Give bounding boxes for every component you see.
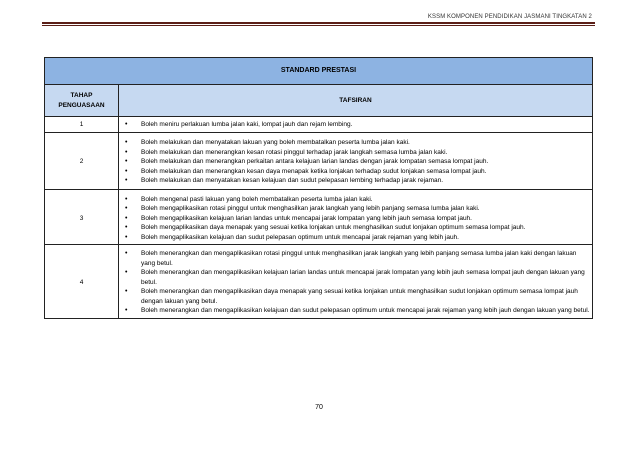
level-cell: 3 [45, 189, 119, 245]
table-row [45, 245, 593, 319]
list-item: • Boleh mengaplikasikan kelajuan dan sudut pelepasan optimum untuk mencapai jarak rejaman yang lebih jauh. [123, 233, 590, 243]
description-cell [119, 189, 593, 245]
list-item: • Boleh menerangkan dan mengaplikasikan kelajuan dan sudut pelepasan optimum untuk mencapai jarak rejaman yang lebih jauh dengan lakuan yang betul. [123, 306, 590, 316]
level-cell: 1 [45, 117, 119, 133]
table-row [45, 133, 593, 190]
bullet-list [123, 120, 590, 130]
table-title: STANDARD PRESTASI [45, 58, 593, 85]
list-item: • Boleh mengenal pasti lakuan yang boleh membatalkan peserta lumba jalan kaki. [123, 195, 590, 205]
list-item: • Boleh menerangkan dan mengaplikasikan rotasi pinggul untuk menghasilkan jarak langkah yang lebih panjang semasa lumba jalan kaki dengan lakuan yang betul. [123, 249, 590, 268]
description-cell [119, 117, 593, 133]
list-item: • Boleh mengaplikasikan kelajuan larian landas untuk mencapai jarak lompatan yang lebih jauh semasa lompat jauh. [123, 214, 590, 224]
running-header: KSSM KOMPONEN PENDIDIKAN JASMANI TINGKATAN 2 [427, 14, 592, 20]
level-cell: 2 [45, 133, 119, 190]
table-row [45, 189, 593, 245]
column-header-level-line1: TAHAP [70, 91, 93, 99]
header-rule-thin [42, 25, 595, 26]
column-header-description: TAFSIRAN [119, 85, 593, 117]
bullet-list [123, 138, 590, 186]
column-header-level-line2: PENGUASAAN [58, 101, 105, 109]
column-header-level [45, 85, 119, 117]
page-number: 70 [315, 404, 323, 411]
list-item: • Boleh melakukan dan menerangkan kesan rotasi pinggul terhadap jarak langkah semasa lumba jalan kaki. [123, 148, 590, 158]
description-cell [119, 133, 593, 190]
list-item: • Boleh melakukan dan menerangkan perkaitan antara kelajuan larian landas dengan jarak lompatan semasa lompat jauh. [123, 157, 590, 167]
bullet-list [123, 195, 590, 243]
table-row [45, 117, 593, 133]
list-item: • Boleh menerangkan dan mengaplikasikan kelajuan larian landas untuk mencapai jarak lompatan yang lebih jauh semasa lompat jauh dengan lakuan yang betul. [123, 268, 590, 287]
level-cell: 4 [45, 245, 119, 319]
description-cell [119, 245, 593, 319]
list-item: • Boleh melakukan dan menyatakan kesan kelajuan dan sudut pelepasan lembing terhadap jarak rejaman. [123, 176, 590, 186]
standard-prestasi-table [44, 57, 593, 319]
list-item: • Boleh melakukan dan menyatakan lakuan yang boleh membatalkan peserta lumba jalan kaki. [123, 138, 590, 148]
list-item: • Boleh mengaplikasikan rotasi pinggul untuk menghasilkan jarak langkah yang lebih panjang semasa lumba jalan kaki. [123, 204, 590, 214]
bullet-list [123, 249, 590, 316]
header-rule-thick [42, 22, 595, 24]
list-item: • Boleh melakukan dan menerangkan kesan daya menapak ketika lonjakan terhadap sudut lonjakan semasa lompat jauh. [123, 167, 590, 177]
list-item: • Boleh meniru perlakuan lumba jalan kaki, lompat jauh dan rejam lembing. [123, 120, 590, 130]
list-item: • Boleh menerangkan dan mengaplikasikan daya menapak yang sesuai ketika lonjakan untuk menghasilkan sudut lonjakan optimum semasa lompat jauh dengan lakuan yang betul. [123, 287, 590, 306]
list-item: • Boleh mengaplikasikan daya menapak yang sesuai ketika lonjakan untuk menghasilkan sudut lonjakan optimum semasa lompat jauh. [123, 223, 590, 233]
